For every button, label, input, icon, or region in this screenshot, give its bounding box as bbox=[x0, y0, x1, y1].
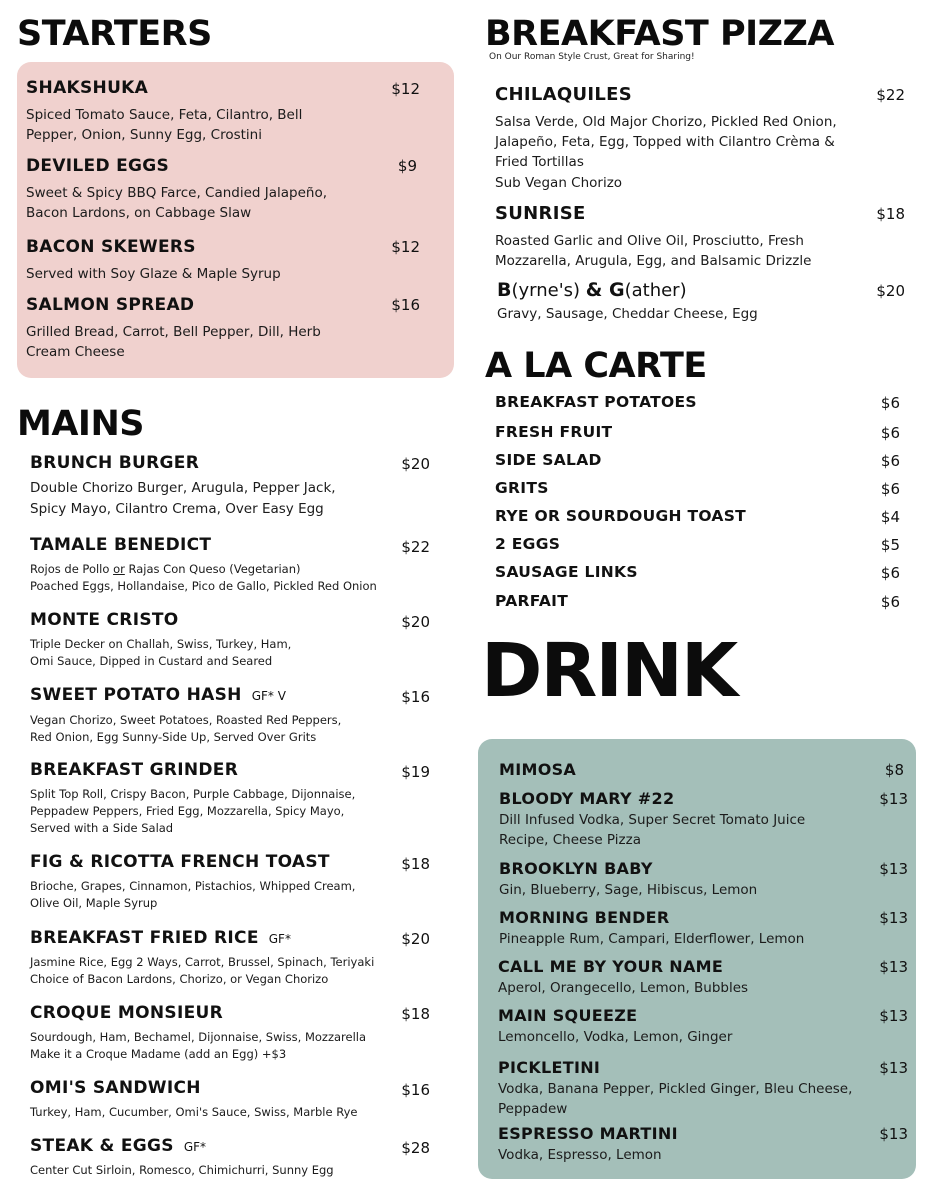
mains-title: MAINS bbox=[17, 404, 144, 444]
drink-item-desc: Aperol, Orangecello, Lemon, Bubbles bbox=[498, 980, 749, 996]
drink-item-price: $13 bbox=[879, 790, 908, 808]
menu-item-price: $28 bbox=[401, 1139, 430, 1157]
menu-item-name: CROQUE MONSIEUR bbox=[30, 1003, 223, 1023]
drink-item-price: $13 bbox=[879, 909, 908, 927]
menu-item-name: MONTE CRISTO bbox=[30, 610, 179, 630]
menu-item-desc: Served with a Side Salad bbox=[30, 821, 174, 835]
menu-item-desc: Jasmine Rice, Egg 2 Ways, Carrot, Brussel, Spinach, Teriyaki bbox=[30, 955, 375, 969]
menu-item-desc: Turkey, Ham, Cucumber, Omi's Sauce, Swiss, Marble Rye bbox=[30, 1105, 358, 1119]
menu-item-desc: Center Cut Sirloin, Romesco, Chimichurri, Sunny Egg bbox=[30, 1163, 334, 1177]
dietary-tag: GF* V bbox=[251, 689, 286, 703]
pizza-title: BREAKFAST PIZZA bbox=[485, 14, 835, 54]
carte-item-name: FRESH FRUIT bbox=[495, 423, 613, 441]
drink-item-price: $13 bbox=[879, 958, 908, 976]
carte-item-price: $6 bbox=[880, 593, 900, 611]
drink-item-price: $13 bbox=[879, 1125, 908, 1143]
drink-item-name: BLOODY MARY #22 bbox=[499, 789, 675, 808]
menu-item-desc: Choice of Bacon Lardons, Chorizo, or Vegan Chorizo bbox=[30, 972, 329, 986]
carte-item-name: PARFAIT bbox=[495, 592, 569, 610]
drink-item-desc: Gin, Blueberry, Sage, Hibiscus, Lemon bbox=[499, 882, 758, 898]
drink-item-price: $13 bbox=[879, 860, 908, 878]
drink-item-name: CALL ME BY YOUR NAME bbox=[498, 957, 724, 976]
menu-item-desc: Bacon Lardons, on Cabbage Slaw bbox=[26, 205, 252, 221]
menu-item-price: $9 bbox=[397, 157, 417, 175]
drink-item-desc: Dill Infused Vodka, Super Secret Tomato Juice bbox=[499, 812, 806, 828]
menu-item-name: OMI'S SANDWICH bbox=[30, 1078, 201, 1098]
menu-item-price: $18 bbox=[876, 205, 905, 223]
menu-item-price: $19 bbox=[401, 763, 430, 781]
menu-item-desc: Grilled Bread, Carrot, Bell Pepper, Dill, Herb bbox=[26, 324, 321, 340]
menu-item-desc: Vegan Chorizo, Sweet Potatoes, Roasted Red Peppers, bbox=[30, 713, 342, 727]
carte-item-price: $6 bbox=[880, 452, 900, 470]
menu-item-name: BREAKFAST GRINDER bbox=[30, 760, 239, 780]
carte-item-name: 2 EGGS bbox=[495, 535, 561, 553]
menu-item-desc: Pepper, Onion, Sunny Egg, Crostini bbox=[26, 127, 262, 143]
menu-item-desc: Omi Sauce, Dipped in Custard and Seared bbox=[30, 654, 273, 668]
menu-item-price: $20 bbox=[401, 930, 430, 948]
menu-item-name: SWEET POTATO HASH GF* V bbox=[30, 685, 286, 705]
menu-item-desc: Served with Soy Glaze & Maple Syrup bbox=[26, 266, 281, 282]
menu-item-desc: Spicy Mayo, Cilantro Crema, Over Easy Egg bbox=[30, 501, 324, 517]
dietary-tag: GF* bbox=[183, 1140, 207, 1154]
carte-item-price: $6 bbox=[880, 564, 900, 582]
menu-item-desc: Salsa Verde, Old Major Chorizo, Pickled Red Onion, bbox=[495, 114, 837, 130]
drink-item-name: MORNING BENDER bbox=[499, 908, 670, 927]
menu-item-desc: Red Onion, Egg Sunny-Side Up, Served Over Grits bbox=[30, 730, 317, 744]
carte-item-price: $5 bbox=[880, 536, 900, 554]
carte-item-name: RYE OR SOURDOUGH TOAST bbox=[495, 507, 747, 525]
menu-item-desc: Sourdough, Ham, Bechamel, Dijonnaise, Swiss, Mozzarella bbox=[30, 1030, 367, 1044]
menu-item-name: FIG & RICOTTA FRENCH TOAST bbox=[30, 852, 330, 872]
menu-item-desc: Rojos de Pollo or Rajas Con Queso (Vegetarian) bbox=[30, 562, 301, 576]
menu-item-name: BRUNCH BURGER bbox=[30, 453, 200, 473]
menu-item-desc: Fried Tortillas bbox=[495, 154, 584, 170]
menu-item-name: CHILAQUILES bbox=[495, 84, 633, 105]
menu-item-price: $12 bbox=[391, 80, 420, 98]
menu-item-price: $22 bbox=[876, 86, 905, 104]
menu-item-desc: Split Top Roll, Crispy Bacon, Purple Cabbage, Dijonnaise, bbox=[30, 787, 356, 801]
drink-item-name: MAIN SQUEEZE bbox=[498, 1006, 638, 1025]
menu-item-desc: Cream Cheese bbox=[26, 344, 125, 360]
menu-item-desc: Sweet & Spicy BBQ Farce, Candied Jalapeño, bbox=[26, 185, 328, 201]
menu-item-desc: Peppadew Peppers, Fried Egg, Mozzarella, Spicy Mayo, bbox=[30, 804, 345, 818]
carte-item-price: $6 bbox=[880, 424, 900, 442]
menu-item-desc: Sub Vegan Chorizo bbox=[495, 175, 623, 191]
menu-item-desc: Mozzarella, Arugula, Egg, and Balsamic Drizzle bbox=[495, 253, 812, 269]
carte-item-price: $6 bbox=[880, 394, 900, 412]
menu-item-name: STEAK & EGGS GF* bbox=[30, 1136, 207, 1156]
dietary-tag: GF* bbox=[268, 932, 291, 946]
drink-title: DRINK bbox=[481, 628, 737, 714]
drink-item-desc: Peppadew bbox=[498, 1101, 568, 1117]
drink-item-desc: Recipe, Cheese Pizza bbox=[499, 832, 641, 848]
menu-item-price: $12 bbox=[391, 238, 420, 256]
drink-item-price: $8 bbox=[884, 761, 904, 779]
carte-item-name: GRITS bbox=[495, 479, 549, 497]
menu-item-name: B(yrne's) & G(ather) bbox=[497, 279, 687, 301]
menu-item-desc: Make it a Croque Madame (add an Egg) +$3 bbox=[30, 1047, 287, 1061]
menu-item-name: SHAKSHUKA bbox=[26, 78, 149, 98]
drink-item-name: ESPRESSO MARTINI bbox=[498, 1124, 678, 1143]
menu-item-price: $16 bbox=[391, 296, 420, 314]
drink-item-price: $13 bbox=[879, 1059, 908, 1077]
menu-item-desc: Olive Oil, Maple Syrup bbox=[30, 896, 158, 910]
menu-item-desc: Spiced Tomato Sauce, Feta, Cilantro, Bell bbox=[26, 107, 303, 123]
menu-item-price: $20 bbox=[876, 282, 905, 300]
menu-item-price: $18 bbox=[401, 855, 430, 873]
drink-item-name: MIMOSA bbox=[499, 760, 577, 779]
carte-item-name: SIDE SALAD bbox=[495, 451, 602, 469]
menu-item-price: $18 bbox=[401, 1005, 430, 1023]
carte-item-name: BREAKFAST POTATOES bbox=[495, 393, 697, 411]
menu-item-desc: Roasted Garlic and Olive Oil, Prosciutto, Fresh bbox=[495, 233, 804, 249]
menu-item-name: TAMALE BENEDICT bbox=[30, 535, 212, 555]
menu-item-name: BACON SKEWERS bbox=[26, 237, 196, 257]
drink-item-price: $13 bbox=[879, 1007, 908, 1025]
menu-item-price: $20 bbox=[401, 455, 430, 473]
menu-item-desc: Brioche, Grapes, Cinnamon, Pistachios, Whipped Cream, bbox=[30, 879, 356, 893]
menu-item-desc: Jalapeño, Feta, Egg, Topped with Cilantro Crèma & bbox=[495, 134, 835, 150]
menu-item-price: $16 bbox=[401, 1081, 430, 1099]
menu-item-name: BREAKFAST FRIED RICE GF* bbox=[30, 928, 291, 948]
menu-item-price: $20 bbox=[401, 613, 430, 631]
carte-title: A LA CARTE bbox=[485, 346, 707, 386]
carte-item-price: $4 bbox=[880, 508, 900, 526]
menu-item-desc: Double Chorizo Burger, Arugula, Pepper Jack, bbox=[30, 480, 336, 496]
pizza-subtitle: On Our Roman Style Crust, Great for Sharing! bbox=[489, 52, 695, 62]
menu-item-name: DEVILED EGGS bbox=[26, 156, 170, 176]
starters-title: STARTERS bbox=[17, 14, 212, 54]
menu-item-desc: Gravy, Sausage, Cheddar Cheese, Egg bbox=[497, 306, 758, 322]
drink-item-name: PICKLETINI bbox=[498, 1058, 601, 1077]
carte-item-name: SAUSAGE LINKS bbox=[495, 563, 638, 581]
menu-item-price: $22 bbox=[401, 538, 430, 556]
drink-item-desc: Vodka, Banana Pepper, Pickled Ginger, Bleu Cheese, bbox=[498, 1081, 853, 1097]
menu-item-name: SALMON SPREAD bbox=[26, 295, 195, 315]
drink-item-desc: Pineapple Rum, Campari, Elderflower, Lemon bbox=[499, 931, 805, 947]
menu-item-desc: Triple Decker on Challah, Swiss, Turkey, Ham, bbox=[30, 637, 292, 651]
menu-item-name: SUNRISE bbox=[495, 203, 586, 224]
carte-item-price: $6 bbox=[880, 480, 900, 498]
menu-item-desc: Poached Eggs, Hollandaise, Pico de Gallo, Pickled Red Onion bbox=[30, 579, 377, 593]
drink-item-desc: Lemoncello, Vodka, Lemon, Ginger bbox=[498, 1029, 733, 1045]
drink-item-desc: Vodka, Espresso, Lemon bbox=[498, 1147, 662, 1163]
menu-item-price: $16 bbox=[401, 688, 430, 706]
drink-item-name: BROOKLYN BABY bbox=[499, 859, 653, 878]
